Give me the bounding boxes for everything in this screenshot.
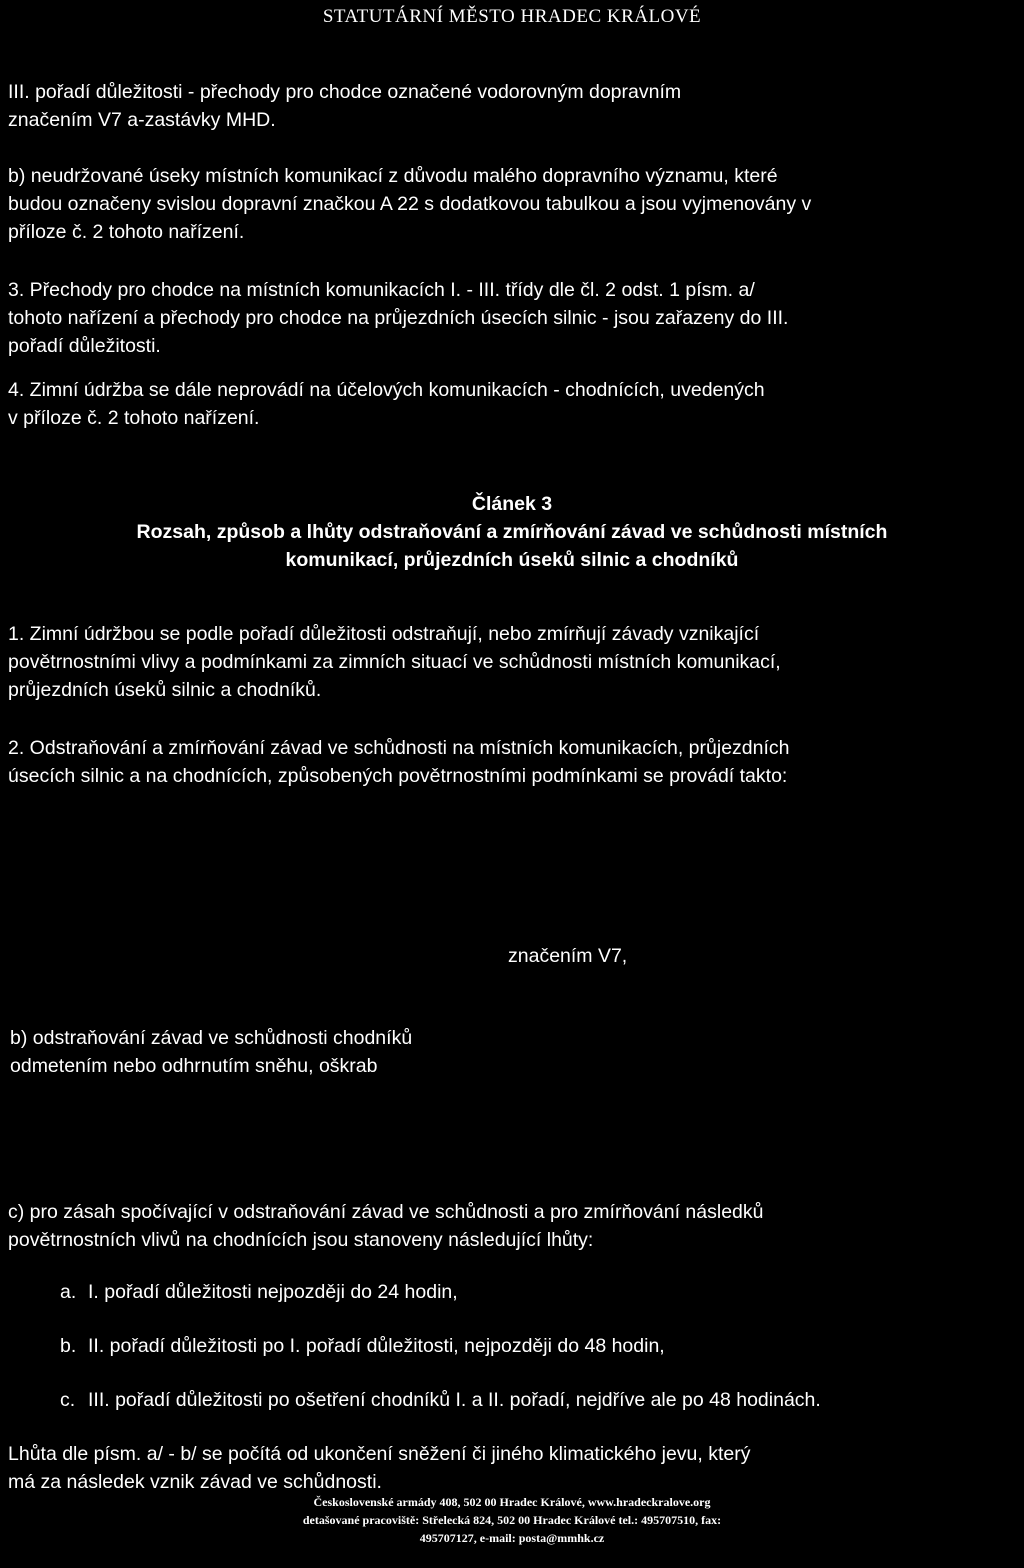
paragraph-article3-1 [8, 620, 1012, 704]
text-line: povětrnostními vlivy a podmínkami za zimních situací ve schůdnosti místních komunikací, [8, 651, 781, 673]
article-number: Článek 3 [471, 493, 553, 515]
text-fragment-b-line2: odmetením nebo odhrnutím sněhu, oškrab [10, 1055, 378, 1077]
text-line: pořadí důležitosti. [8, 335, 161, 357]
paragraph-c-deadlines [8, 1198, 1012, 1254]
text-fragment-v7: značením V7, [508, 945, 628, 967]
text-line: v příloze č. 2 tohoto nařízení. [8, 407, 260, 429]
list-text: III. pořadí důležitosti po ošetření chodníků I. a II. pořadí, nejdříve ale po 48 hodinách. [88, 1389, 821, 1411]
text-line: budou označeny svislou dopravní značkou A 22 s dodatkovou tabulkou a jsou vyjmenovány v [8, 193, 812, 215]
list-item [60, 1386, 821, 1414]
text-line: povětrnostních vlivů na chodnících jsou stanoveny následující lhůty: [8, 1229, 594, 1251]
paragraph-article3-2 [8, 734, 1012, 790]
paragraph-deadline-calculation [8, 1440, 1012, 1496]
text-line: průjezdních úseků silnic a chodníků. [8, 679, 322, 701]
text-line: má za následek vznik závad ve schůdnosti. [8, 1471, 382, 1493]
list-marker: c. [60, 1389, 76, 1411]
text-line: 1. Zimní údržbou se podle pořadí důležitosti odstraňují, nebo zmírňují závady vznikající [8, 623, 760, 645]
text-line: b) neudržované úseky místních komunikací z důvodu malého dopravního významu, které [8, 165, 778, 187]
footer-branch: detašované pracoviště: Střelecká 824, 502 00 Hradec Králové tel.: 495707510, fax: [302, 1513, 722, 1527]
page-header: STATUTÁRNÍ MĚSTO HRADEC KRÁLOVÉ [322, 6, 702, 27]
footer-contact: 495707127, e-mail: posta@mmhk.cz [419, 1531, 605, 1545]
paragraph-4-winter-maintenance [8, 376, 1012, 432]
text-line: 3. Přechody pro chodce na místních komunikacích I. - III. třídy dle čl. 2 odst. 1 písm. a/ [8, 279, 755, 301]
list-text: I. pořadí důležitosti nejpozději do 24 hodin, [88, 1281, 458, 1303]
paragraph-iii-priority [8, 78, 1012, 134]
list-item [60, 1278, 458, 1306]
list-text: II. pořadí důležitosti po I. pořadí důležitosti, nejpozději do 48 hodin, [88, 1335, 665, 1357]
list-marker: a. [60, 1281, 77, 1303]
page-footer [0, 1493, 1024, 1547]
text-line: c) pro zásah spočívající v odstraňování závad ve schůdnosti a pro zmírňování následků [8, 1201, 764, 1223]
article-heading [0, 490, 1024, 574]
text-fragment-b-line1: b) odstraňování závad ve schůdnosti chodníků [10, 1027, 413, 1049]
text-line: 2. Odstraňování a zmírňování závad ve schůdnosti na místních komunikacích, průjezdních [8, 737, 790, 759]
text-line: značením V7 a-zastávky MHD. [8, 109, 276, 131]
paragraph-unmaintained-sections [8, 162, 1012, 246]
list-marker: b. [60, 1335, 77, 1357]
text-line: tohoto nařízení a přechody pro chodce na průjezdních úsecích silnic - jsou zařazeny do III. [8, 307, 789, 329]
text-line: úsecích silnic a na chodnících, způsobených povětrnostními podmínkami se provádí takto: [8, 765, 788, 787]
article-title-line: Rozsah, způsob a lhůty odstraňování a zmírňování závad ve schůdnosti místních [136, 521, 888, 543]
article-title-line: komunikací, průjezdních úseků silnic a chodníků [285, 549, 739, 571]
text-line: III. pořadí důležitosti - přechody pro chodce označené vodorovným dopravním [8, 81, 682, 103]
list-item [60, 1332, 665, 1360]
text-line: Lhůta dle písm. a/ - b/ se počítá od ukončení sněžení či jiného klimatického jevu, který [8, 1443, 751, 1465]
text-line: 4. Zimní údržba se dále neprovádí na účelových komunikacích - chodnících, uvedených [8, 379, 765, 401]
footer-address: Československé armády 408, 502 00 Hradec Králové, www.hradeckralove.org [313, 1495, 711, 1509]
paragraph-3-crossings [8, 276, 1012, 360]
text-line: příloze č. 2 tohoto nařízení. [8, 221, 245, 243]
